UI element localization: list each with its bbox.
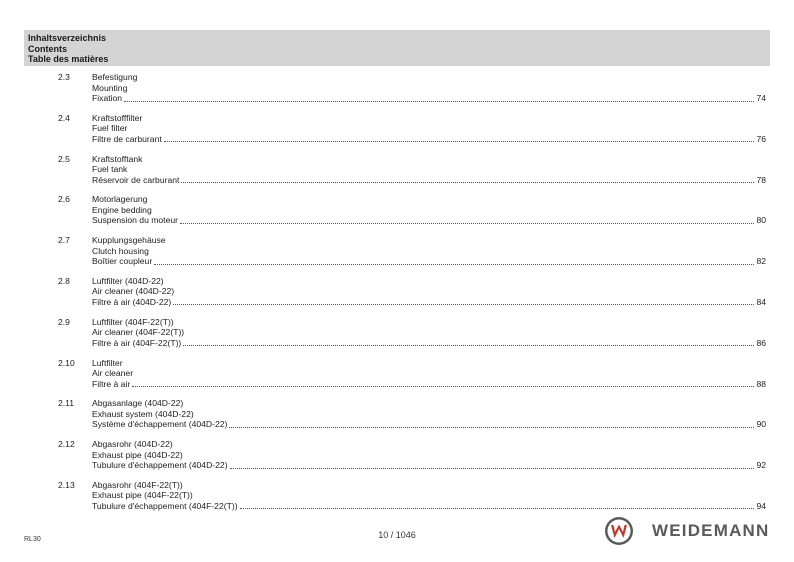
title-fr: Boîtier coupleur xyxy=(92,256,153,267)
title-en: Fuel tank xyxy=(92,164,128,175)
toc-entry[interactable] xyxy=(0,317,794,358)
title-de: Motorlagerung xyxy=(92,194,148,205)
header-title-en: Contents xyxy=(28,43,67,54)
title-en: Exhaust pipe (404F-22(T)) xyxy=(92,490,193,501)
title-fr: Fixation xyxy=(92,93,123,103)
title-de: Abgasanlage (404D-22) xyxy=(92,398,184,409)
title-de: Abgasrohr (404D-22) xyxy=(92,439,173,450)
title-fr: Réservoir de carburant xyxy=(92,174,180,185)
title-de: Luftfilter xyxy=(92,357,123,368)
page-number[interactable]: 80 xyxy=(756,215,766,226)
dot-leader xyxy=(124,100,754,102)
page-indicator: 10 / 1046 xyxy=(378,530,416,540)
dot-leader xyxy=(132,385,754,387)
toc-entry[interactable] xyxy=(0,194,794,235)
section-number: 2.4 xyxy=(58,112,70,123)
toc-list xyxy=(0,72,794,521)
section-number: 2.12 xyxy=(58,439,75,450)
title-de: Abgasrohr (404F-22(T)) xyxy=(92,479,183,490)
section-number: 2.11 xyxy=(58,398,75,409)
page-number[interactable]: 86 xyxy=(756,337,766,348)
toc-entry[interactable] xyxy=(0,113,794,154)
page-number[interactable]: 76 xyxy=(756,133,766,144)
header-title-de: Inhaltsverzeichnis xyxy=(28,33,107,43)
toc-entry[interactable] xyxy=(0,439,794,480)
title-en: Air cleaner (404D-22) xyxy=(92,286,175,297)
toc-entry[interactable] xyxy=(0,398,794,439)
toc-entry[interactable] xyxy=(0,276,794,317)
title-fr: Tubulure d'échappement (404D-22) xyxy=(92,460,228,471)
page-number[interactable]: 78 xyxy=(756,174,766,185)
page-number[interactable]: 82 xyxy=(756,256,766,267)
dot-leader xyxy=(229,426,754,428)
page-number[interactable]: 90 xyxy=(756,419,766,430)
section-number: 2.5 xyxy=(58,153,70,164)
dot-leader xyxy=(181,181,754,183)
page-number[interactable]: 88 xyxy=(756,378,766,389)
title-en: Air cleaner xyxy=(92,368,134,379)
title-fr: Filtre à air (404D-22) xyxy=(92,296,172,307)
title-en: Mounting xyxy=(92,82,128,93)
page-number[interactable]: 74 xyxy=(756,93,766,103)
title-de: Kraftstofffilter xyxy=(92,112,143,123)
dot-leader xyxy=(180,222,754,224)
brand-name: WEIDEMANN xyxy=(652,521,770,540)
title-en: Engine bedding xyxy=(92,204,152,215)
title-de: Luftfilter (404F-22(T)) xyxy=(92,316,174,327)
section-number: 2.8 xyxy=(58,275,70,286)
title-fr: Filtre à air xyxy=(92,378,131,389)
toc-header xyxy=(24,30,770,66)
toc-entry[interactable] xyxy=(0,480,794,521)
title-de: Luftfilter (404D-22) xyxy=(92,275,164,286)
section-number: 2.7 xyxy=(58,235,70,246)
title-en: Air cleaner (404F-22(T)) xyxy=(92,327,185,338)
title-en: Exhaust system (404D-22) xyxy=(92,408,194,419)
title-de: Kraftstofftank xyxy=(92,153,143,164)
toc-entry[interactable] xyxy=(0,154,794,195)
dot-leader xyxy=(173,303,754,305)
title-de: Kupplungsgehäuse xyxy=(92,235,166,246)
document-code: RL30 xyxy=(24,536,41,543)
title-fr: Système d'échappement (404D-22) xyxy=(92,419,228,430)
section-number: 2.3 xyxy=(58,72,70,82)
dot-leader xyxy=(164,140,755,142)
toc-entry[interactable] xyxy=(0,72,794,113)
header-title-fr: Table des matières xyxy=(28,54,109,64)
section-number: 2.9 xyxy=(58,316,70,327)
title-en: Fuel filter xyxy=(92,123,128,134)
section-number: 2.13 xyxy=(58,479,75,490)
toc-entry[interactable] xyxy=(0,358,794,399)
dot-leader xyxy=(154,263,754,265)
dot-leader xyxy=(183,344,754,346)
title-en: Exhaust pipe (404D-22) xyxy=(92,449,183,460)
section-number: 2.6 xyxy=(58,194,70,205)
page-number[interactable]: 92 xyxy=(756,460,766,471)
title-fr: Tubulure d'échappement (404F-22(T)) xyxy=(92,500,238,511)
title-fr: Suspension du moteur xyxy=(92,215,178,226)
title-en: Clutch housing xyxy=(92,245,149,256)
title-fr: Filtre de carburant xyxy=(92,133,162,144)
page-number[interactable]: 84 xyxy=(756,296,766,307)
page-number[interactable]: 94 xyxy=(756,500,766,511)
weidemann-logo-icon xyxy=(604,516,634,546)
title-de: Befestigung xyxy=(92,72,138,82)
dot-leader xyxy=(240,507,755,509)
section-number: 2.10 xyxy=(58,357,75,368)
brand-logo xyxy=(604,516,770,546)
toc-entry[interactable] xyxy=(0,235,794,276)
title-fr: Filtre à air (404F-22(T)) xyxy=(92,337,182,348)
dot-leader xyxy=(230,467,755,469)
